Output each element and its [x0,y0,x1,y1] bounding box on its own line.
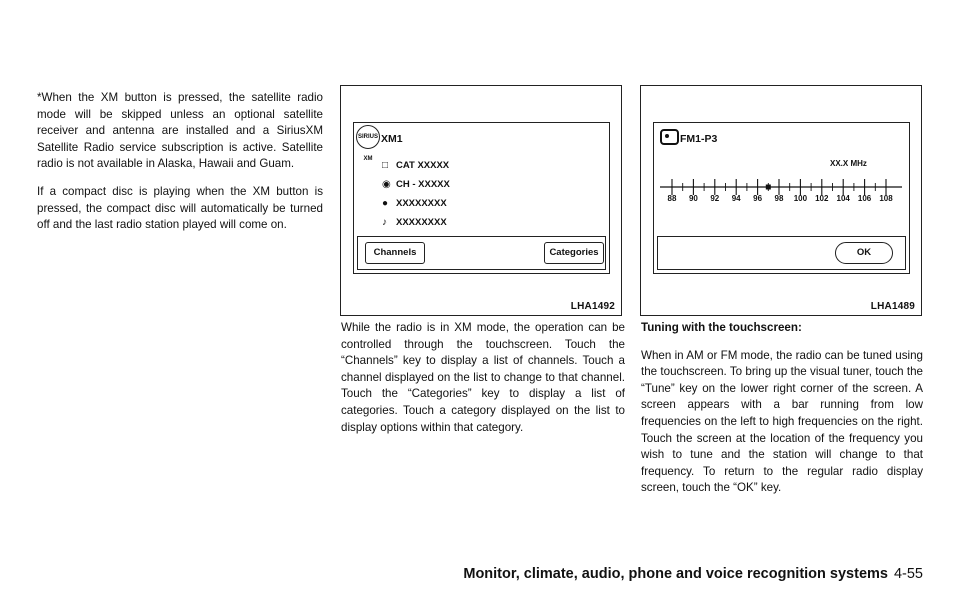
fm-button-bar [657,236,906,270]
scale-label: 106 [857,194,872,203]
ok-button[interactable]: OK [835,242,893,264]
left-column [37,90,323,245]
tuner-scale[interactable] [654,171,909,211]
figure-code: LHA1489 [870,301,915,312]
signal-icon: ◉ [382,179,391,190]
fm-tuner-figure [640,85,922,316]
xm-touchscreen-text [341,320,625,447]
xm-band-title: XM1 [381,133,403,145]
section-heading: Tuning with the touchscreen: [641,321,802,334]
xm-skip-note: *When the XM button is pressed, the satellite radio mode will be skipped unless an optional satellite receiver and antenna are installed and a SiriusXM Satellite Radio service subscription is active. Satellite radio is not available in Alaska, Hawaii and Guam. [37,91,323,171]
fm-preset-title: FM1-P3 [680,133,718,145]
scale-label: 100 [793,194,808,203]
compact-disc-note: If a compact disc is playing when the XM button is pressed, the compact disc will automatically be turned off and the last radio station played will come on. [37,184,323,232]
artist-row: ● XXXXXXXX [382,198,447,209]
xm-operation-paragraph: While the radio is in XM mode, the operation can be controlled through the touchscreen. Touch the “Channels” key to display a list of channels. Touch a channel displayed on the list to change to that channel. Touch the “Categories” key to display a list of categories. Touch a category displayed on the list to display options within that category. [341,321,625,434]
music-note-icon: ♪ [382,217,387,228]
tuning-paragraph: When in AM or FM mode, the radio can be tuned using the touchscreen. To bring up the visual tuner, touch the “Tune” key on the lower right corner of the screen. A screen appears with a bar running from low frequencies on the left to high frequencies on the right. Touch the screen at the location of the frequency you wish to tune and the station will change to that frequency. To return to the regular radio display screen, touch the “OK” key. [641,348,923,495]
satellite-icon: SIRIUS XM [356,125,380,149]
scale-label: 96 [753,194,763,203]
song-row: ♪ XXXXXXXX [382,217,447,228]
category-row: □ CAT XXXXX [382,160,450,171]
channels-button[interactable]: Channels [365,242,425,264]
folder-icon: □ [382,160,389,171]
figure-code: LHA1492 [570,301,615,312]
scale-label: 94 [731,194,741,203]
xm-button-bar [357,236,606,270]
xm-screen-figure [340,85,622,316]
scale-label: 102 [815,194,829,203]
scale-label: 108 [879,194,893,203]
categories-button[interactable]: Categories [544,242,604,264]
person-icon: ● [382,198,389,209]
page-number: 4-55 [893,566,923,582]
fm-tuner-display [653,122,910,274]
page-footer [463,566,923,582]
scale-label: 98 [774,194,784,203]
scale-label: 104 [836,194,850,203]
scale-label: 88 [667,194,677,203]
scale-label: 92 [710,194,720,203]
channel-row: ◉ CH - XXXXX [382,179,450,190]
radio-icon [660,129,679,145]
footer-section-title: Monitor, climate, audio, phone and voice recognition systems [463,566,888,582]
tuning-marker [766,185,771,190]
frequency-readout: XX.X MHz [830,159,867,168]
scale-label: 90 [688,194,698,203]
xm-display [353,122,610,274]
tuning-section [641,320,923,508]
